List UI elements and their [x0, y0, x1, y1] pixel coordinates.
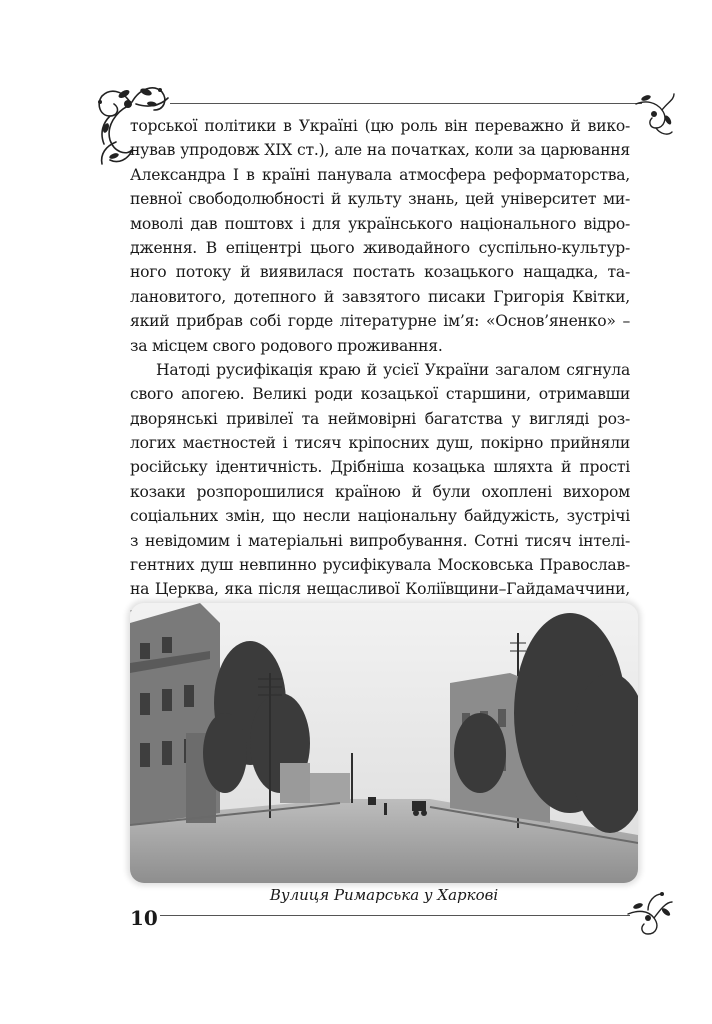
text-line: російську ідентичність. Дрібніша козацька шляхта й прості [130, 458, 630, 477]
text-line: свого апогею. Великі роди козацької старшини, отримавши [130, 385, 630, 404]
top-rule [170, 103, 642, 104]
text-line: дження. В епіцентрі цього живодайного суспільно-культур- [130, 238, 630, 257]
text-line: моволі дав поштовх і для українського національного відро- [130, 214, 630, 233]
text-line: Натоді русифікація краю й усієї України загалом сягнула [156, 360, 630, 379]
text-line: Александра І в країні панувала атмосфера реформаторства, [130, 165, 630, 184]
body-text [130, 114, 630, 651]
text-line: логих маєтностей і тисяч кріпосних душ, покірно прийняли [130, 434, 630, 453]
text-line: соціальних змін, що несли національну байдужість, зустрічі [130, 507, 630, 526]
text-line: на Церква, яка після нещасливої Коліївщини–Гайдамаччини, [130, 580, 630, 599]
text-line: торської політики в Україні (цю роль він переважно й вико- [130, 117, 630, 135]
text-line: за місцем свого родового проживання. [130, 336, 443, 355]
floral-ornament-bottom-right-icon [626, 888, 676, 938]
street-photo [130, 603, 638, 883]
photo-caption: Вулиця Римарська у Харкові [269, 886, 499, 904]
text-line: лановитого, дотепного й завзятого писаки Григорія Квітки, [130, 287, 630, 306]
text-line: гентних душ невпинно русифікувала Московська Православ- [130, 556, 630, 575]
text-line: з невідомим і матеріальні випробування. Сотні тисяч інтелі- [130, 531, 630, 550]
floral-ornament-top-right-icon [632, 90, 676, 140]
text-line: нував упродовж XIX ст.), але на початках, коли за царювання [130, 141, 630, 160]
text-line: дворянські привілеї та неймовірні багатства у вигляді роз- [130, 409, 630, 428]
text-line: козаки розпорошилися країною й були охоплені вихором [130, 482, 630, 501]
page-number: 10 [130, 906, 158, 930]
text-line: певної свободолюбності й культу знань, цей університет ми- [130, 190, 630, 209]
text-line: ного потоку й виявилася постать козацького нащадка, та- [130, 263, 630, 282]
text-line: який прибрав собі горде літературне ім’я: «Основ’яненко» – [130, 312, 630, 331]
bottom-rule [160, 915, 630, 916]
